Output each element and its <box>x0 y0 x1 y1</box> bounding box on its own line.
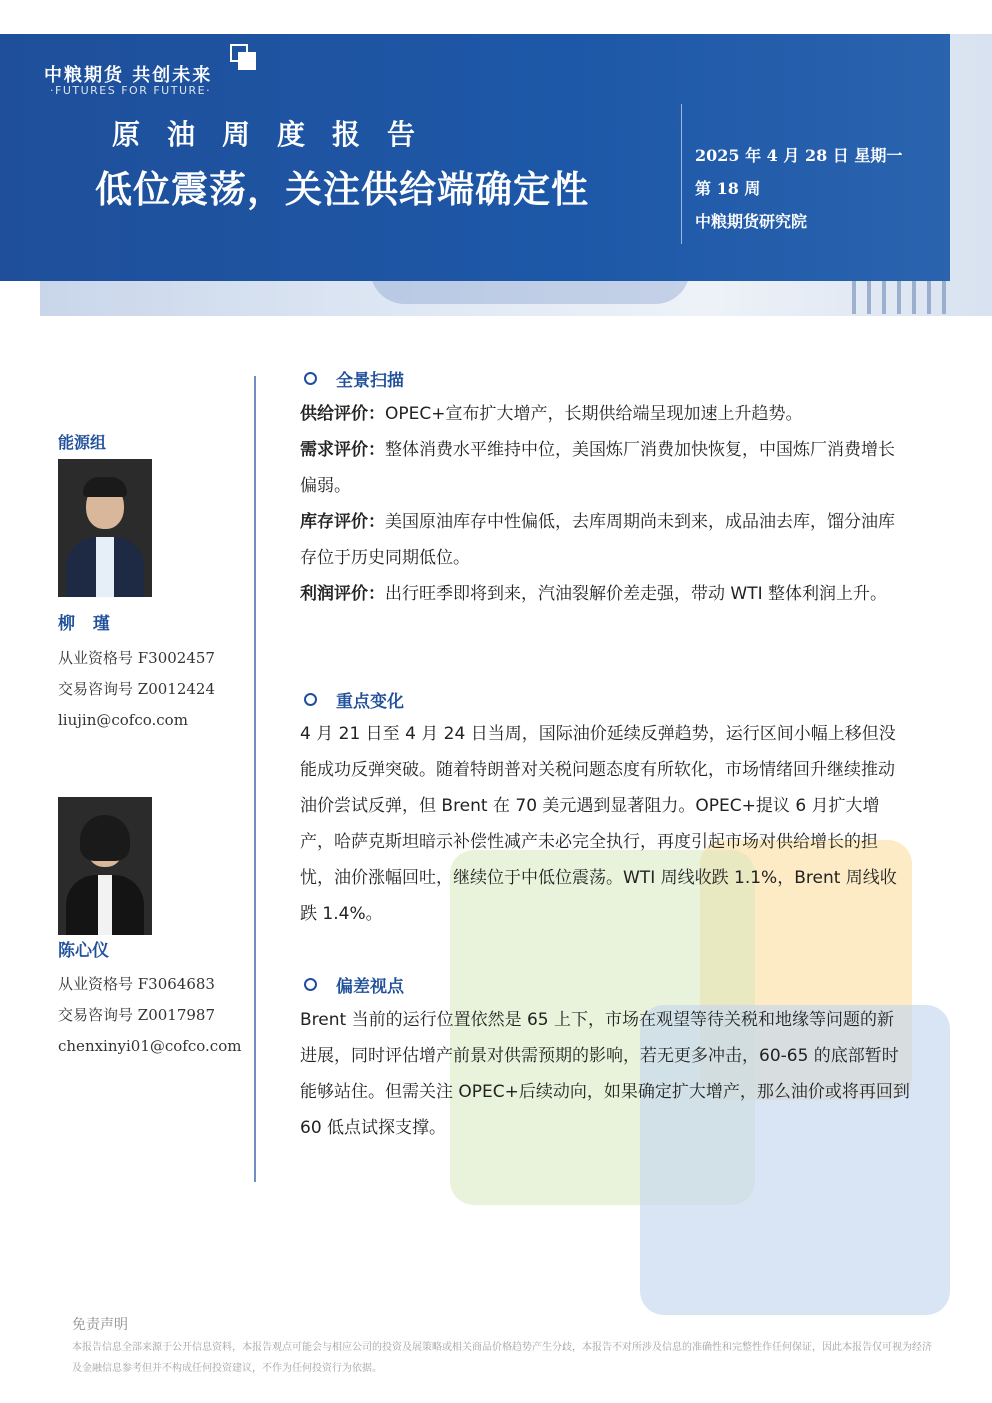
overview-item: 供给评价：OPEC+宣布扩大增产，长期供给端呈现加速上升趋势。 <box>300 404 803 424</box>
column-divider <box>254 376 256 1182</box>
overview-body <box>300 396 910 612</box>
analyst-license: 从业资格号 F3002457 <box>58 649 215 667</box>
overview-item: 利润评价：出行旺季即将到来，汽油裂解价差走强，带动 WTI 整体利润上升。 <box>300 584 888 604</box>
report-title: 低位震荡，关注供给端确定性 <box>95 167 589 211</box>
analyst-name: 陈心仪 <box>58 941 109 961</box>
report-date: 2025 年 4 月 28 日 星期一 <box>695 146 903 165</box>
analyst-info <box>58 643 243 736</box>
overview-item: 库存评价：美国原油库存中性偏低，去库周期尚未到来，成品油去库，馏分油库存位于历史同期低位。 <box>300 512 895 568</box>
analyst-email[interactable]: chenxinyi01@cofco.com <box>58 1037 242 1055</box>
disclaimer-title: 免责声明 <box>72 1317 128 1333</box>
view-body: Brent 当前的运行位置依然是 65 上下，市场在观望等待关税和地缘等问题的新进展，同时评估增产前景对供需预期的影响，若无更多冲击，60-65 的底部暂时能够站住。但需关注 OPEC+后续动向，如果确定扩大增产，那么油价或将再回到 60 低点试探支撑。 <box>300 1010 910 1138</box>
bullet-circle-icon <box>304 693 317 706</box>
overview-item: 需求评价：整体消费水平维持中位，美国炼厂消费加快恢复，中国炼厂消费增长偏弱。 <box>300 440 895 496</box>
analyst-email[interactable]: liujin@cofco.com <box>58 711 188 729</box>
logo-tagline: ·FUTURES FOR FUTURE· <box>50 84 212 97</box>
analyst-photo <box>58 797 152 935</box>
report-org: 中粮期货研究院 <box>695 212 808 231</box>
changes-body: 4 月 21 日至 4 月 24 日当周，国际油价延续反弹趋势，运行区间小幅上移但没能成功反弹突破。随着特朗普对关税问题态度有所软化，市场情绪回升继续推动油价尝试反弹，但 Brent 在 70 美元遇到显著阻力。OPEC+提议 6 月扩大增产，哈萨克斯坦暗示补偿性减产未必完全执行，再度引起市场对供给增长的担忧，油价涨幅回吐，继续位于中低位震荡。WTI 周线收跌 1.1%，Brent 周线收跌 1.4%。 <box>300 724 897 924</box>
bullet-circle-icon <box>304 978 317 991</box>
analyst-photo <box>58 459 152 597</box>
analyst-name: 柳 瑾 <box>58 614 116 634</box>
analyst-consult-no: 交易咨询号 Z0012424 <box>58 680 215 698</box>
team-name: 能源组 <box>58 433 107 452</box>
section-heading-changes: 重点变化 <box>304 687 404 712</box>
section-heading-overview: 全景扫描 <box>304 366 404 391</box>
analyst-license: 从业资格号 F3064683 <box>58 975 215 993</box>
report-week: 第 18 周 <box>695 179 761 198</box>
disclaimer-text: 本报告信息全部来源于公开信息资料，本报告观点可能会与相应公司的投资及展策略或相关商品价格趋势产生分歧，本报告不对所涉及信息的准确性和完整性作任何保证，因此本报告仅可视为经济及金融信息参考但并不构成任何投资建议，不作为任何投资行为依据。 <box>72 1342 932 1374</box>
report-type: 原油周度报告 <box>112 118 443 151</box>
bullet-circle-icon <box>304 372 317 385</box>
section-heading-view: 偏差视点 <box>304 972 404 997</box>
analyst-info <box>58 969 243 1062</box>
logo-mark-icon <box>230 44 256 70</box>
header-divider <box>681 104 682 244</box>
logo-text: 中粮期货 共创未来 <box>44 65 213 86</box>
analyst-consult-no: 交易咨询号 Z0017987 <box>58 1006 215 1024</box>
